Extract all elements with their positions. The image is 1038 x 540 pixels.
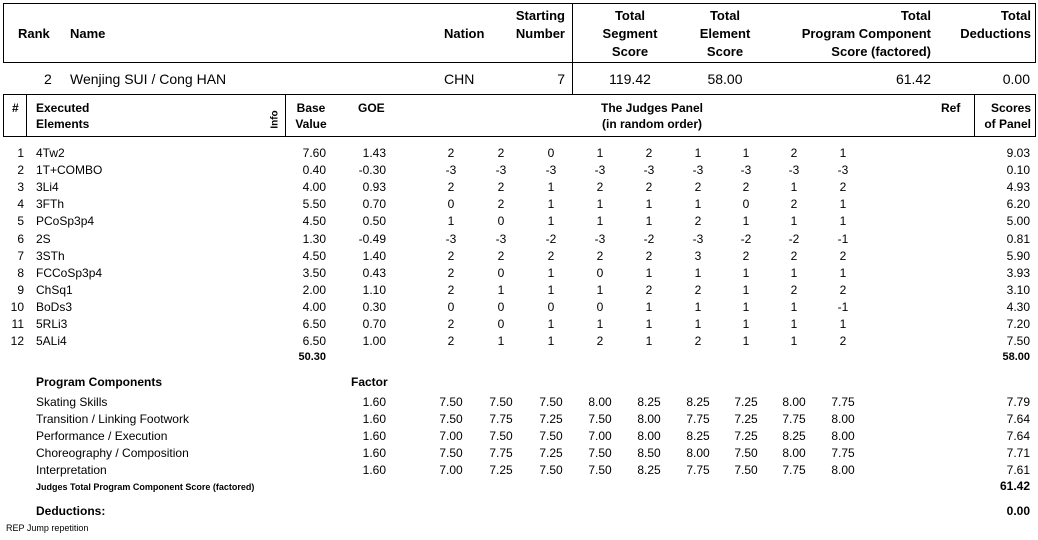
judge-score: 0 <box>547 146 555 160</box>
judge-score: 1 <box>547 334 555 349</box>
judge-score: -3 <box>837 163 849 178</box>
judge-score: 1 <box>839 265 847 280</box>
judge-score: 1 <box>596 146 604 160</box>
judge-score: 7.50 <box>734 446 758 460</box>
judge-score: -3 <box>692 231 704 246</box>
judge-score: 1 <box>547 197 555 212</box>
judge-score: 7.50 <box>539 429 563 443</box>
element-goe: 0.70 <box>362 317 386 331</box>
judge-score: -3 <box>495 231 507 246</box>
program-components-title: Program Components <box>36 375 163 389</box>
judge-score: 1 <box>790 180 798 195</box>
judge-score: 7.50 <box>439 412 463 426</box>
judges-panel-header: The Judges Panel (in random order) <box>600 101 704 131</box>
judge-score: 2 <box>447 146 455 160</box>
judge-score: -3 <box>788 163 800 178</box>
judge-score: -3 <box>692 163 704 178</box>
judge-score: 2 <box>447 248 455 263</box>
element-goe: -0.30 <box>358 163 386 178</box>
element-base-value: 3.50 <box>302 265 326 280</box>
rank-header: Rank <box>18 26 50 41</box>
judge-score: 1 <box>742 317 750 331</box>
judge-score: 2 <box>447 317 455 331</box>
element-panel-score: 7.50 <box>1006 334 1030 349</box>
component-factor: 1.60 <box>362 446 386 460</box>
judge-score: 0 <box>742 197 750 212</box>
judge-score: 1 <box>742 265 750 280</box>
elements-total-score: 58.00 <box>1002 351 1030 363</box>
judge-score: 7.50 <box>734 463 758 477</box>
judge-score: 7.50 <box>439 446 463 460</box>
element-goe: 0.93 <box>362 180 386 195</box>
judge-score: 1 <box>790 214 798 229</box>
components-total-label: Judges Total Program Component Score (factored) <box>36 482 255 492</box>
judge-score: -1 <box>837 299 849 314</box>
element-number: 8 <box>17 265 24 280</box>
element-panel-score: 5.00 <box>1006 214 1030 229</box>
component-panel-score: 7.64 <box>1006 429 1030 443</box>
element-panel-score: 3.93 <box>1006 265 1030 280</box>
judge-score: 2 <box>447 334 455 349</box>
judge-score: -3 <box>445 231 457 246</box>
judge-score: 2 <box>694 334 702 349</box>
judge-score: -3 <box>545 163 557 178</box>
judge-score: 0 <box>497 265 505 280</box>
judge-score: 2 <box>447 282 455 297</box>
judge-score: 7.25 <box>539 412 563 426</box>
judge-score: 1 <box>547 265 555 280</box>
judge-score: 7.25 <box>734 429 758 443</box>
judge-score: 1 <box>790 334 798 349</box>
element-base-value: 2.00 <box>302 282 326 297</box>
judge-score: 7.25 <box>489 463 513 477</box>
judge-score: -3 <box>643 163 655 178</box>
skater-total-deductions: 0.00 <box>1002 71 1030 87</box>
judge-score: 8.00 <box>831 463 855 477</box>
judge-score: 1 <box>596 317 604 331</box>
judge-score: 1 <box>790 317 798 331</box>
judge-score: 7.50 <box>588 463 612 477</box>
judge-score: 1 <box>839 146 847 160</box>
judge-score: -3 <box>594 163 606 178</box>
element-goe: 1.43 <box>362 146 386 160</box>
judge-score: 0 <box>596 265 604 280</box>
program-component-score-header: Total Program Component Score (factored) <box>801 8 931 59</box>
component-row <box>0 411 1038 428</box>
element-base-value: 0.40 <box>302 163 326 178</box>
ref-header: Ref <box>941 101 961 115</box>
element-base-value: 6.50 <box>302 317 326 331</box>
judge-score: 7.25 <box>734 395 758 409</box>
judge-score: 2 <box>596 248 604 263</box>
element-row <box>0 282 1038 299</box>
element-base-value: 4.00 <box>302 180 326 195</box>
judge-score: 7.50 <box>588 412 612 426</box>
judge-score: -2 <box>740 231 752 246</box>
judge-score: 7.50 <box>489 395 513 409</box>
judge-score: -3 <box>594 231 606 246</box>
judge-score: 1 <box>645 197 653 212</box>
judge-score: 2 <box>596 334 604 349</box>
element-name: FCCoSp3p4 <box>36 265 103 280</box>
components-total-score: 61.42 <box>999 479 1030 493</box>
judge-score: 7.00 <box>439 429 463 443</box>
judge-score: 7.75 <box>831 395 855 409</box>
judge-score: 1 <box>497 282 505 297</box>
element-number: 3 <box>17 180 24 195</box>
judge-score: 8.00 <box>637 412 661 426</box>
judge-score: -2 <box>545 231 557 246</box>
judge-score: 2 <box>839 248 847 263</box>
judge-score: 2 <box>790 146 798 160</box>
element-name: 5ALi4 <box>36 334 67 349</box>
element-name: 3STh <box>36 248 65 263</box>
element-row <box>0 231 1038 248</box>
judge-score: 0 <box>596 299 604 314</box>
element-base-value: 7.60 <box>302 146 326 160</box>
judge-score: 2 <box>497 197 505 212</box>
component-factor: 1.60 <box>362 412 386 426</box>
element-row <box>0 145 1038 162</box>
component-factor: 1.60 <box>362 395 386 409</box>
element-row <box>0 162 1038 179</box>
element-name: 3FTh <box>36 197 65 212</box>
divider <box>285 94 286 137</box>
element-name: 4Tw2 <box>36 146 65 160</box>
element-name: PCoSp3p4 <box>36 214 95 229</box>
judge-score: 7.75 <box>686 463 710 477</box>
judge-score: 1 <box>790 265 798 280</box>
judge-score: 2 <box>645 282 653 297</box>
element-number: 12 <box>10 334 24 349</box>
judge-score: 1 <box>742 146 750 160</box>
elements-total-base: 50.30 <box>298 351 326 363</box>
judge-score: 8.00 <box>686 446 710 460</box>
judge-score: 7.75 <box>489 412 513 426</box>
nation-header: Nation <box>444 26 485 41</box>
judge-score: 2 <box>694 214 702 229</box>
component-panel-score: 7.71 <box>1006 446 1030 460</box>
starting-number-header: Starting Number <box>515 8 565 41</box>
element-name: 3Li4 <box>36 180 59 195</box>
skater-name: Wenjing SUI / Cong HAN <box>70 71 227 87</box>
judge-score: 7.50 <box>439 395 463 409</box>
judge-score: 0 <box>497 214 505 229</box>
element-row <box>0 179 1038 196</box>
skater-program-component-score: 61.42 <box>895 71 931 87</box>
divider <box>26 94 27 137</box>
judge-score: 0 <box>447 299 455 314</box>
element-name: BoDs3 <box>36 299 73 314</box>
judge-score: 2 <box>497 248 505 263</box>
judge-score: 1 <box>742 214 750 229</box>
component-panel-score: 7.64 <box>1006 412 1030 426</box>
judge-score: 2 <box>694 282 702 297</box>
skater-rank: 2 <box>44 71 52 87</box>
element-name: 1T+COMBO <box>36 163 103 178</box>
judge-score: 2 <box>547 248 555 263</box>
component-row <box>0 428 1038 445</box>
name-header: Name <box>70 26 106 41</box>
judge-score: 1 <box>447 214 455 229</box>
elements-header-box <box>3 94 1036 137</box>
judge-score: 1 <box>839 197 847 212</box>
judge-score: 2 <box>839 180 847 195</box>
judge-score: 1 <box>742 282 750 297</box>
element-base-value: 6.50 <box>302 334 326 349</box>
factor-header: Factor <box>351 375 388 389</box>
component-factor: 1.60 <box>362 429 386 443</box>
element-number: 7 <box>17 248 24 263</box>
element-number: 6 <box>17 231 24 246</box>
element-base-value: 4.50 <box>302 248 326 263</box>
judge-score: 1 <box>547 180 555 195</box>
element-panel-score: 4.93 <box>1006 180 1030 195</box>
judge-score: 1 <box>645 214 653 229</box>
element-base-value: 1.30 <box>302 231 326 246</box>
judge-score: 7.75 <box>489 446 513 460</box>
element-base-value: 5.50 <box>302 197 326 212</box>
judge-score: 1 <box>547 317 555 331</box>
judge-score: 1 <box>694 299 702 314</box>
judge-score: 0 <box>547 299 555 314</box>
judge-score: 8.25 <box>686 429 710 443</box>
element-panel-score: 3.10 <box>1006 282 1030 297</box>
element-row <box>0 248 1038 265</box>
skater-starting-number: 7 <box>557 71 565 87</box>
judge-score: 2 <box>742 180 750 195</box>
component-name: Skating Skills <box>36 395 108 409</box>
base-value-header: Base Value <box>295 101 327 131</box>
judge-score: 1 <box>547 282 555 297</box>
judge-score: 7.50 <box>588 446 612 460</box>
component-row <box>0 445 1038 462</box>
judge-score: 7.25 <box>734 412 758 426</box>
judge-score: 2 <box>596 180 604 195</box>
goe-header: GOE <box>358 101 385 115</box>
judge-score: 2 <box>645 248 653 263</box>
judge-score: 1 <box>694 146 702 160</box>
judge-score: 8.00 <box>831 429 855 443</box>
element-base-value: 4.00 <box>302 299 326 314</box>
element-goe: 0.43 <box>362 265 386 280</box>
judge-score: 2 <box>790 282 798 297</box>
skater-total-segment-score: 119.42 <box>609 71 651 87</box>
element-row <box>0 316 1038 333</box>
judge-score: 0 <box>497 317 505 331</box>
element-panel-score: 4.30 <box>1006 299 1030 314</box>
judge-score: 2 <box>694 180 702 195</box>
element-number: 2 <box>17 163 24 178</box>
component-name: Transition / Linking Footwork <box>36 412 189 426</box>
total-element-score-header: Total Element Score <box>699 8 751 59</box>
judge-score: 1 <box>742 334 750 349</box>
judge-score: 7.50 <box>539 463 563 477</box>
judge-score: 1 <box>645 334 653 349</box>
judge-score: 8.00 <box>831 412 855 426</box>
element-goe: 1.00 <box>362 334 386 349</box>
executed-elements-header: Executed Elements <box>36 101 90 131</box>
element-name: ChSq1 <box>36 282 73 297</box>
element-row <box>0 196 1038 213</box>
judge-score: 1 <box>694 317 702 331</box>
judge-score: 7.50 <box>539 395 563 409</box>
element-number: 1 <box>17 146 24 160</box>
element-number: 5 <box>17 214 24 229</box>
element-panel-score: 6.20 <box>1006 197 1030 212</box>
judge-score: 7.75 <box>782 463 806 477</box>
judge-score: 8.25 <box>686 395 710 409</box>
element-goe: 0.30 <box>362 299 386 314</box>
element-goe: 1.10 <box>362 282 386 297</box>
element-goe: 0.70 <box>362 197 386 212</box>
component-row <box>0 394 1038 411</box>
judge-score: 7.25 <box>539 446 563 460</box>
judge-score: 2 <box>447 180 455 195</box>
total-segment-score-header: Total Segment Score <box>602 8 658 59</box>
info-header: Info <box>269 110 281 129</box>
judge-score: 8.00 <box>588 395 612 409</box>
judge-score: 0 <box>497 299 505 314</box>
judge-score: 1 <box>497 334 505 349</box>
judge-score: 2 <box>742 248 750 263</box>
component-factor: 1.60 <box>362 463 386 477</box>
judge-score: 8.25 <box>782 429 806 443</box>
judge-score: 2 <box>447 265 455 280</box>
judge-score: 7.50 <box>489 429 513 443</box>
judge-score: 2 <box>497 146 505 160</box>
element-number: 4 <box>17 197 24 212</box>
judge-score: 7.00 <box>588 429 612 443</box>
judge-score: 8.00 <box>782 395 806 409</box>
footnote: REP Jump repetition <box>6 523 89 533</box>
element-goe: 0.50 <box>362 214 386 229</box>
judge-score: 2 <box>497 180 505 195</box>
deductions-score: 0.00 <box>1006 504 1030 518</box>
judge-score: 7.00 <box>439 463 463 477</box>
judge-score: 2 <box>790 197 798 212</box>
element-number: 11 <box>11 317 24 331</box>
deductions-label: Deductions: <box>36 504 106 518</box>
component-panel-score: 7.61 <box>1006 463 1030 477</box>
judge-score: 7.75 <box>686 412 710 426</box>
component-name: Interpretation <box>36 463 107 477</box>
judge-score: 1 <box>645 299 653 314</box>
judge-score: -3 <box>445 163 457 178</box>
element-panel-score: 7.20 <box>1006 317 1030 331</box>
judge-score: 8.00 <box>637 429 661 443</box>
judge-score: 8.25 <box>637 395 661 409</box>
judge-score: 2 <box>839 334 847 349</box>
element-goe: 1.40 <box>362 248 386 263</box>
total-deductions-header: Total Deductions <box>960 8 1031 41</box>
judge-score: 1 <box>645 265 653 280</box>
element-base-value: 4.50 <box>302 214 326 229</box>
judge-score: 1 <box>742 299 750 314</box>
element-panel-score: 0.81 <box>1006 231 1030 246</box>
element-name: 5RLi3 <box>36 317 68 331</box>
judge-score: 7.75 <box>831 446 855 460</box>
judge-score: 1 <box>839 317 847 331</box>
judge-score: 1 <box>645 317 653 331</box>
element-row <box>0 299 1038 316</box>
skater-total-element-score: 58.00 <box>707 71 743 87</box>
judge-score: 7.75 <box>782 412 806 426</box>
judge-score: 2 <box>645 180 653 195</box>
scores-of-panel-header: Scores of Panel <box>984 101 1031 131</box>
judge-score: 1 <box>596 214 604 229</box>
element-row <box>0 265 1038 282</box>
judge-score: 1 <box>596 197 604 212</box>
element-panel-score: 0.10 <box>1006 163 1030 178</box>
judge-score: 1 <box>790 299 798 314</box>
element-row <box>0 333 1038 350</box>
element-row <box>0 213 1038 230</box>
judge-score: 2 <box>839 282 847 297</box>
judge-score: 1 <box>547 214 555 229</box>
judge-score: 8.00 <box>782 446 806 460</box>
element-number: 10 <box>10 299 24 314</box>
divider <box>572 3 573 94</box>
num-header: # <box>12 101 19 115</box>
judge-score: 2 <box>645 146 653 160</box>
judge-score: 0 <box>447 197 455 212</box>
judge-score: 1 <box>694 197 702 212</box>
judge-score: 1 <box>694 265 702 280</box>
judge-score: -3 <box>495 163 507 178</box>
judge-score: 1 <box>839 214 847 229</box>
judge-score: -3 <box>740 163 752 178</box>
skater-nation: CHN <box>444 71 475 87</box>
element-goe: -0.49 <box>358 231 386 246</box>
element-number: 9 <box>17 282 24 297</box>
judge-score: 2 <box>790 248 798 263</box>
judge-score: -1 <box>837 231 849 246</box>
element-panel-score: 5.90 <box>1006 248 1030 263</box>
component-name: Performance / Execution <box>36 429 168 443</box>
component-panel-score: 7.79 <box>1006 395 1030 409</box>
component-row <box>0 462 1038 479</box>
judge-score: -2 <box>643 231 655 246</box>
component-name: Choreography / Composition <box>36 446 189 460</box>
element-panel-score: 9.03 <box>1006 146 1030 160</box>
judge-score: 8.50 <box>637 446 661 460</box>
judge-score: -2 <box>788 231 800 246</box>
element-name: 2S <box>36 231 51 246</box>
judge-score: 8.25 <box>637 463 661 477</box>
judge-score: 3 <box>694 248 702 263</box>
judge-score: 1 <box>596 282 604 297</box>
